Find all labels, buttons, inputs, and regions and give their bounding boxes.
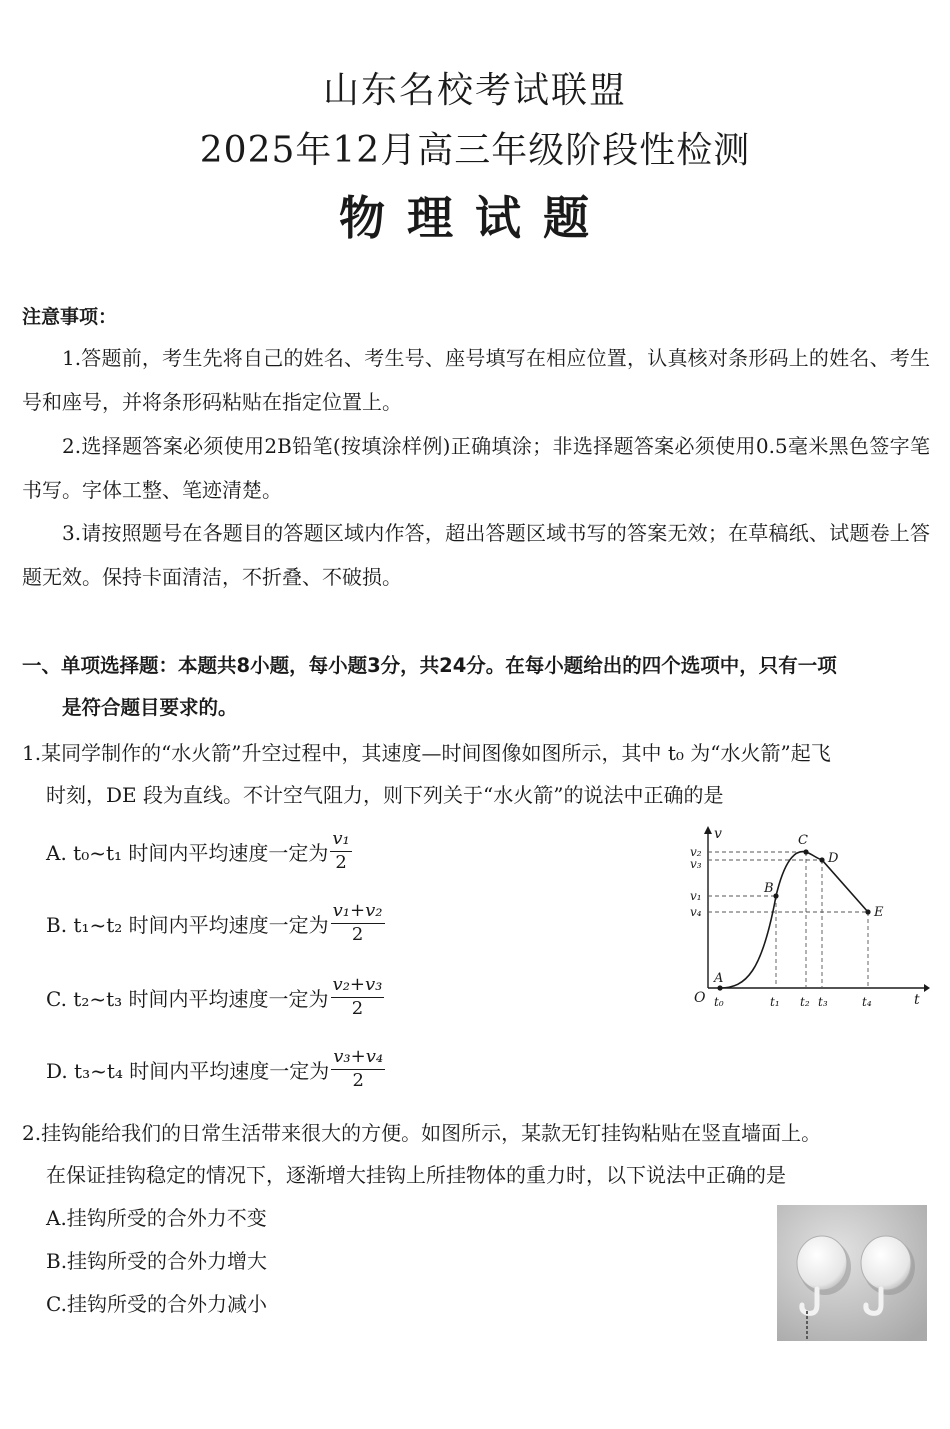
q1-option-b[interactable]: B. t₁~t₂ 时间内平均速度一定为 $\frac{\text{v₁+v₂}}{2}$ bbox=[46, 900, 383, 945]
label-E: E bbox=[874, 905, 884, 920]
point-B bbox=[773, 893, 778, 898]
point-C bbox=[803, 849, 808, 854]
point-D bbox=[819, 857, 824, 862]
notice-item-3: 3.请按照题号在各题目的答题区域内作答，超出答题区域书写的答案无效；在草稿纸、试题卷上答题无效。保持卡面清洁，不折叠、不破损。 bbox=[22, 521, 930, 589]
q2-option-b[interactable]: B.挂钩所受的合外力增大 bbox=[46, 1249, 268, 1273]
tick-v4: v₄ bbox=[690, 905, 702, 919]
point-A bbox=[717, 985, 722, 990]
point-E bbox=[865, 909, 870, 914]
q2-option-c[interactable]: C.挂钩所受的合外力减小 bbox=[46, 1292, 267, 1316]
t-axis-label: t bbox=[914, 992, 920, 1008]
tick-v1: v₁ bbox=[690, 889, 702, 903]
section-1-heading: 一、单项选择题：本题共8小题，每小题3分，共24分。在每小题给出的四个选项中，只有一项 是符合题目要求的。 bbox=[22, 654, 837, 719]
velocity-time-graph bbox=[684, 822, 930, 1038]
origin-label: O bbox=[694, 990, 706, 1006]
tick-v3: v₃ bbox=[690, 857, 702, 871]
label-B: B bbox=[764, 881, 774, 896]
q1-option-d[interactable]: D. t₃~t₄ 时间内平均速度一定为 $\frac{\text{v₃+v₄}}{2}$ bbox=[46, 1046, 384, 1091]
fraction: $\frac{\text{v₃+v₄}}{2}$ bbox=[333, 1046, 384, 1091]
t-axis-arrow bbox=[924, 984, 930, 992]
fraction: $\frac{\text{v₂+v₃}}{2}$ bbox=[332, 974, 383, 1019]
subject-title: 物理试题 bbox=[339, 191, 611, 245]
guide-lines bbox=[708, 852, 868, 988]
notice-heading: 注意事项： bbox=[22, 306, 118, 328]
q2-option-a[interactable]: A.挂钩所受的合外力不变 bbox=[46, 1206, 267, 1230]
exam-league-title: 山东名校考试联盟 bbox=[322, 70, 627, 111]
q1-option-a[interactable]: A. t₀~t₁ 时间内平均速度一定为 $\frac{\text{v₁}}{2}$ bbox=[46, 828, 350, 873]
label-C: C bbox=[798, 833, 808, 848]
v-axis-label: v bbox=[714, 826, 722, 842]
tick-t0: t₀ bbox=[714, 995, 724, 1009]
question-1-stem: 1.某同学制作的“水火箭”升空过程中，其速度—时间图像如图所示，其中 t₀ 为“水火箭”起飞 时刻，DE 段为直线。不计空气阻力，则下列关于“水火箭”的说法中正确的是 bbox=[22, 741, 831, 807]
fraction: $\frac{\text{v₁+v₂}}{2}$ bbox=[332, 900, 383, 945]
notice-item-1: 1.答题前，考生先将自己的姓名、考生号、座号填写在相应位置，认真核对条形码上的姓名、考生号和座号，并将条形码粘贴在指定位置上。 bbox=[22, 346, 930, 414]
exam-date-title: 2025年12月高三年级阶段性检测 bbox=[199, 130, 751, 171]
tick-t1: t₁ bbox=[770, 995, 780, 1009]
adhesive-hook-photo bbox=[777, 1205, 927, 1341]
tick-v2: v₂ bbox=[690, 845, 702, 859]
q1-option-c[interactable]: C. t₂~t₃ 时间内平均速度一定为 $\frac{\text{v₂+v₃}}{2}$ bbox=[46, 974, 383, 1019]
notice-item-2: 2.选择题答案必须使用2B铅笔(按填涂样例)正确填涂；非选择题答案必须使用0.5毫米黑色签字笔书写。字体工整、笔迹清楚。 bbox=[22, 434, 930, 502]
label-A: A bbox=[714, 971, 724, 986]
velocity-curve bbox=[720, 852, 868, 988]
tick-t3: t₃ bbox=[818, 995, 828, 1009]
tick-t2: t₂ bbox=[800, 995, 810, 1009]
question-2-stem: 2.挂钩能给我们的日常生活带来很大的方便。如图所示，某款无钉挂钩粘贴在竖直墙面上。 在保证挂钩稳定的情况下，逐渐增大挂钩上所挂物体的重力时，以下说法中正确的是 bbox=[22, 1121, 822, 1187]
v-axis-arrow bbox=[704, 826, 712, 834]
tick-t4: t₄ bbox=[862, 995, 872, 1009]
label-D: D bbox=[828, 851, 839, 866]
fraction: $\frac{\text{v₁}}{2}$ bbox=[332, 828, 350, 873]
